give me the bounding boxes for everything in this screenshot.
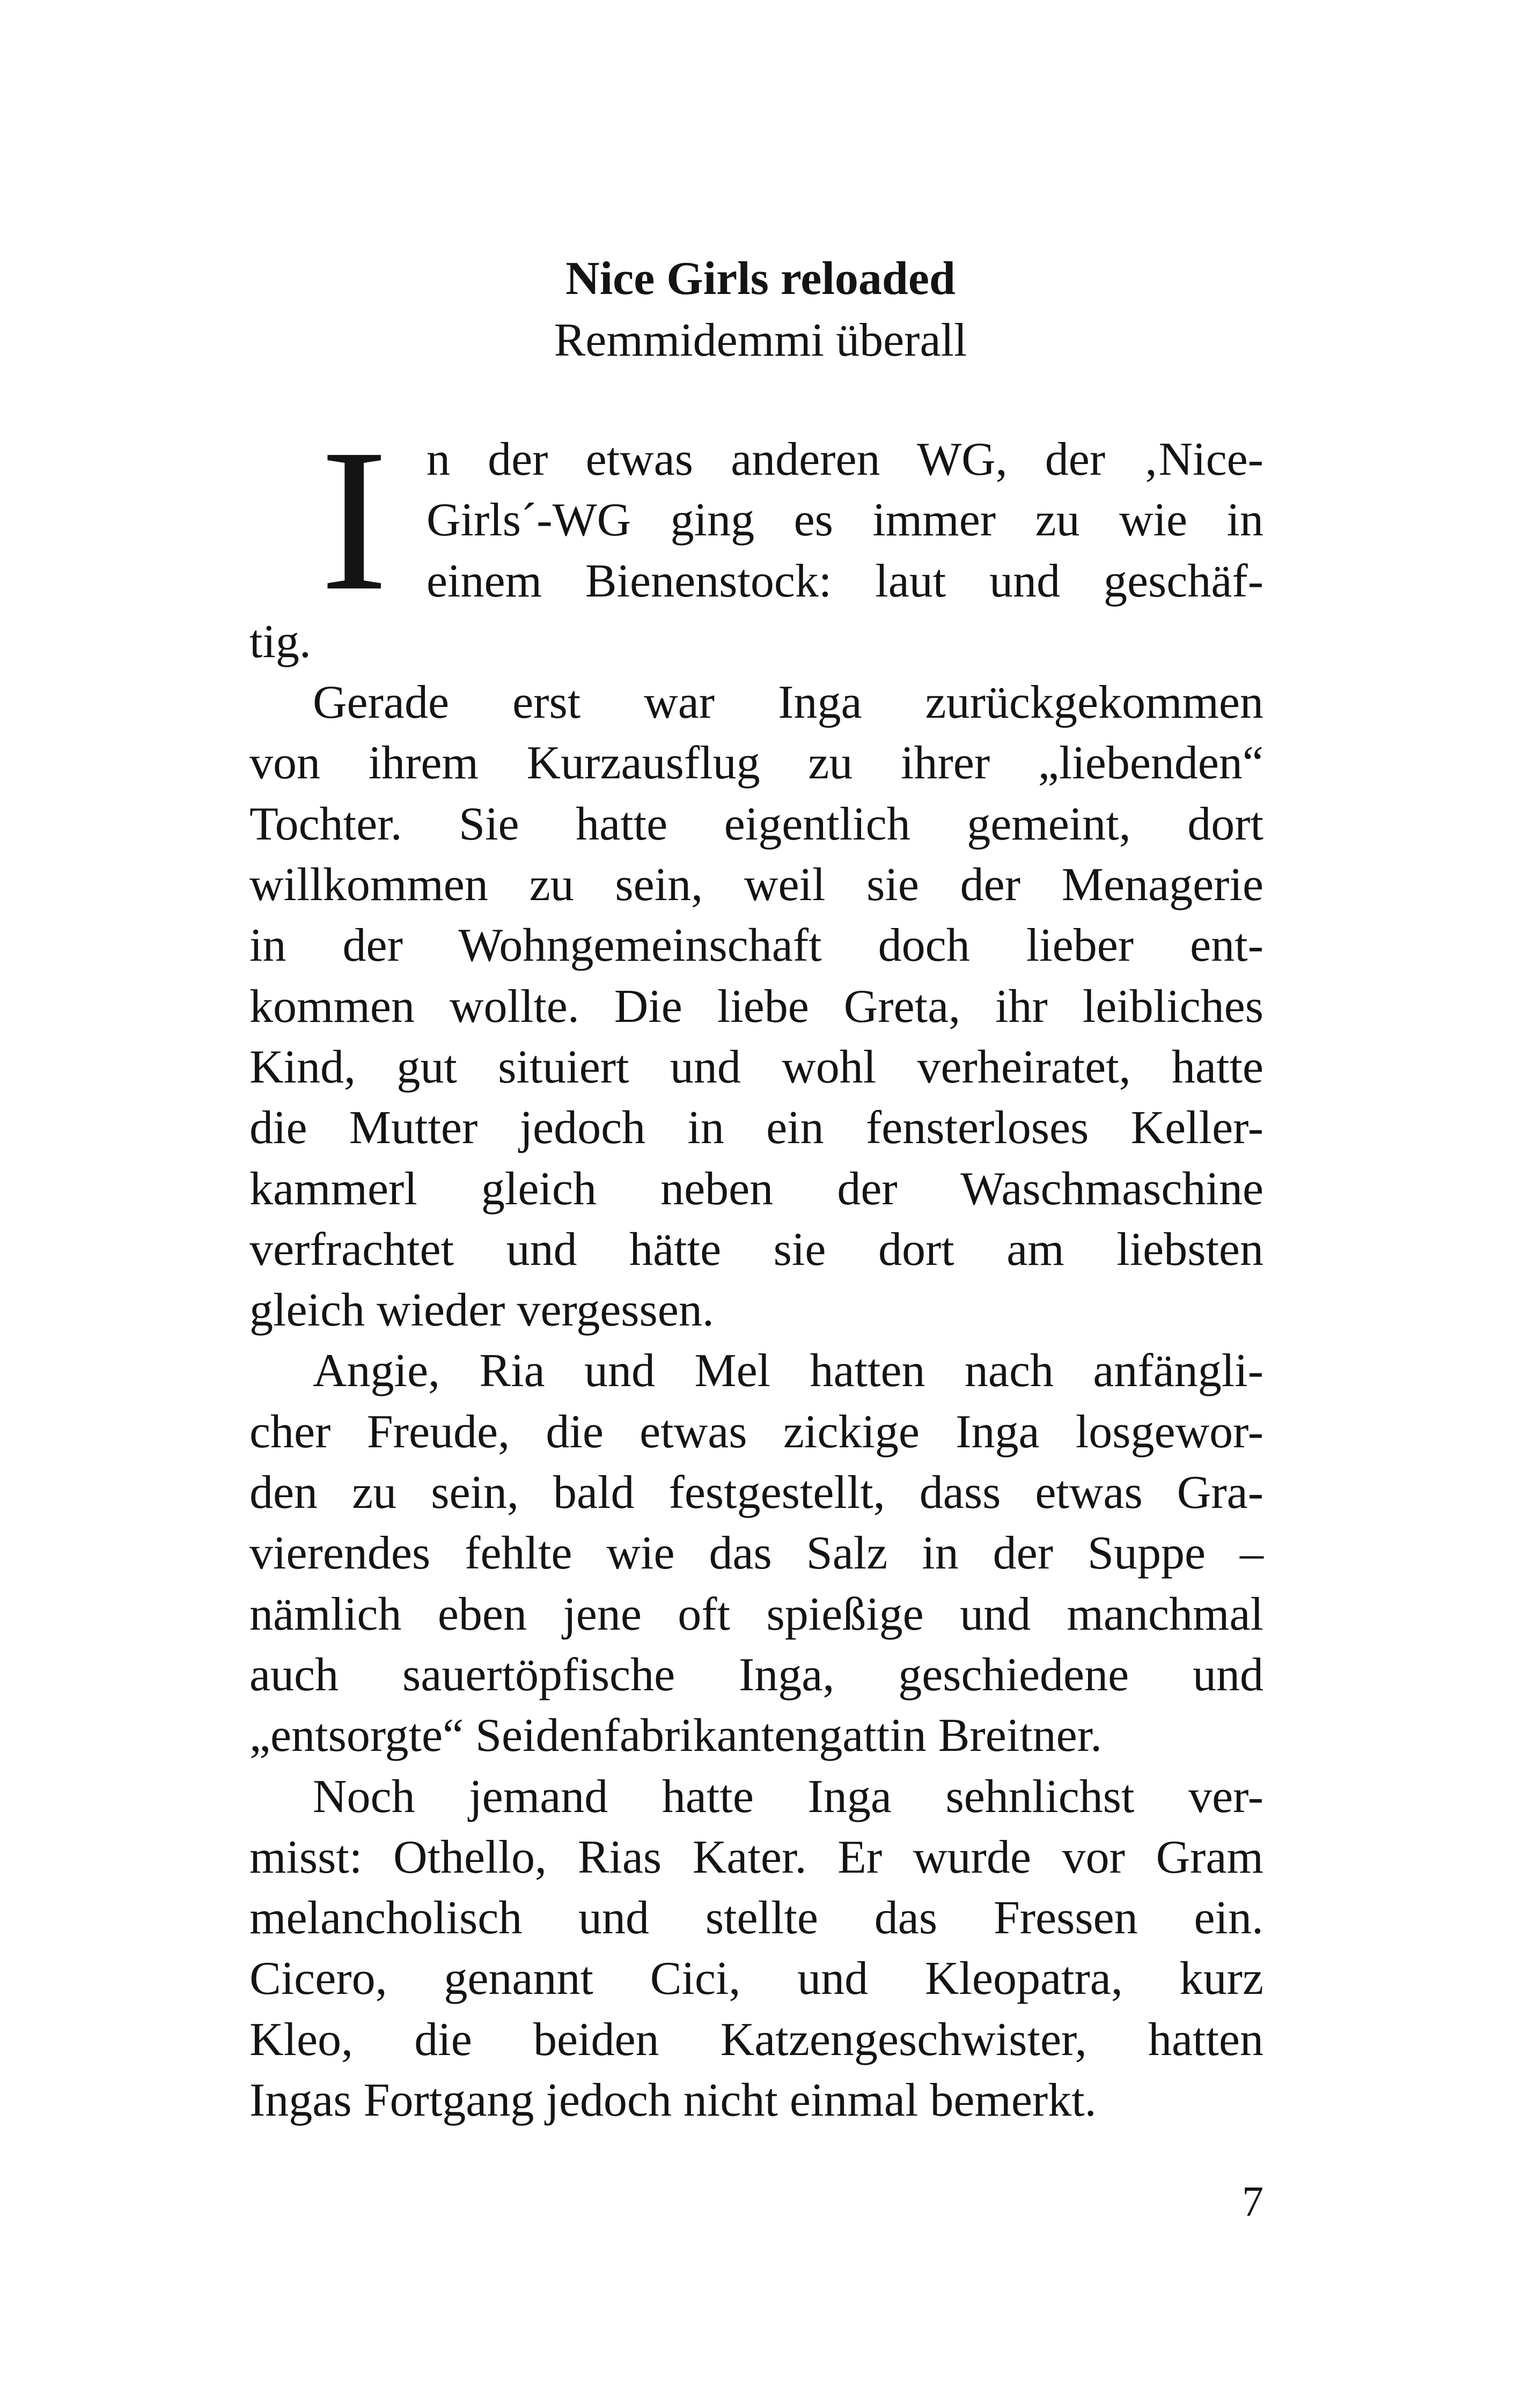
page-number: 7	[1242, 2178, 1263, 2226]
text-line: willkommen zu sein, weil sie der Menagerie	[249, 859, 1263, 911]
text-line: Tochter. Sie hatte eigentlich gemeint, dort	[249, 798, 1263, 850]
text-line: gleich wieder vergessen.	[249, 1284, 714, 1337]
text-line: verfrachtet und hätte sie dort am liebsten	[249, 1223, 1263, 1276]
text-line: Angie, Ria und Mel hatten nach anfängli-	[313, 1345, 1263, 1397]
text-line: tig.	[249, 615, 311, 668]
text-line: misst: Othello, Rias Kater. Er wurde vor Gram	[249, 1831, 1263, 1883]
text-line: Kleo, die beiden Katzengeschwister, hatten	[249, 2013, 1263, 2066]
text-line: von ihrem Kurzausflug zu ihrer „liebenden“	[249, 737, 1263, 790]
text-line: nämlich eben jene oft spießige und manchmal	[249, 1588, 1263, 1640]
text-line: Ingas Fortgang jedoch nicht einmal bemerkt.	[249, 2074, 1097, 2127]
chapter-title: Nice Girls reloaded	[565, 253, 956, 305]
text-line: Kind, gut situiert und wohl verheiratet, hatte	[249, 1041, 1263, 1093]
text-line: n der etwas anderen WG, der ‚Nice-	[427, 433, 1263, 485]
text-line: vierendes fehlte wie das Salz in der Suppe –	[249, 1527, 1263, 1580]
text-line: Cicero, genannt Cici, und Kleopatra, kurz	[249, 1953, 1263, 2005]
chapter-subtitle: Remmidemmi überall	[554, 314, 967, 366]
text-line: die Mutter jedoch in ein fensterloses Keller-	[249, 1102, 1263, 1154]
text-line: cher Freude, die etwas zickige Inga losgewor-	[249, 1405, 1263, 1458]
body-text	[249, 429, 1263, 2131]
text-line: einem Bienenstock: laut und geschäf-	[427, 555, 1263, 607]
text-line: Girls´-WG ging es immer zu wie in	[427, 494, 1263, 547]
text-line: melancholisch und stellte das Fressen ein.	[249, 1892, 1263, 1945]
text-line: Noch jemand hatte Inga sehnlichst ver-	[313, 1770, 1263, 1823]
text-line: kammerl gleich neben der Waschmaschine	[249, 1162, 1263, 1215]
text-line: „entsorgte“ Seidenfabrikantengattin Breitner.	[249, 1710, 1103, 1762]
text-line: kommen wollte. Die liebe Greta, ihr leibliches	[249, 980, 1263, 1033]
text-line: in der Wohngemeinschaft doch lieber ent-	[249, 919, 1263, 972]
text-line: den zu sein, bald festgestellt, dass etwas Gra-	[249, 1467, 1263, 1519]
text-line: Gerade erst war Inga zurückgekommen	[313, 676, 1263, 729]
drop-cap: I	[320, 407, 388, 633]
text-line: auch sauertöpfische Inga, geschiedene und	[249, 1648, 1263, 1701]
